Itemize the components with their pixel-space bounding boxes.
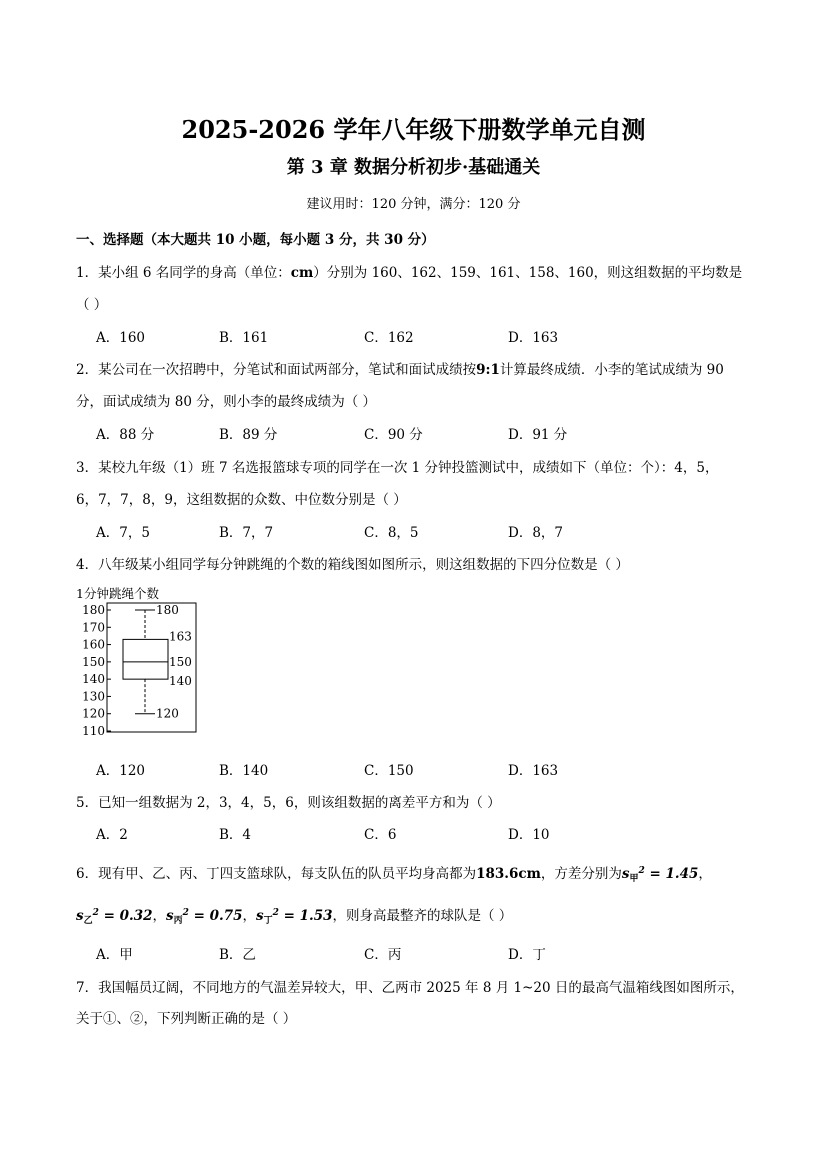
boxplot-chart [72,598,212,738]
question-7-text-line2: 关于①、②，下列判断正确的是（ ） [76,1011,297,1027]
value-label: 163 [169,629,192,644]
question-6-text: 6．现有甲、乙、丙、丁四支篮球队，每支队伍的队员平均身高都为183.6cm，方差分别为$s_甲^2 = 1.45$， [76,866,712,884]
q6-option-d: D．丁 [508,947,546,963]
y-tick-label: 120 [82,706,105,721]
q3-option-a: A．7，5 [96,525,150,541]
y-tick-label: 140 [82,672,105,687]
document-title: 2025-2026 学年八年级下册数学单元自测 [181,115,646,144]
question-2-text: 2．某公司在一次招聘中，分笔试和面试两部分，笔试和面试成绩按9:1计算最终成绩．小李的笔试成绩为 90 [76,362,724,378]
q5-option-b: B．4 [219,827,252,843]
question-5-text: 5．已知一组数据为 2，3，4，5，6，则该组数据的离差平方和为（ ） [76,795,501,811]
q2-option-c: C．90 分 [364,427,423,443]
boxplot-title: 1分钟跳绳个数 [76,586,159,601]
value-label: 150 [169,654,192,669]
variance-ding: $s_丁^2 = 1.53$ [256,908,333,926]
q1-option-a: A．160 [96,330,146,346]
q4-option-b: B．140 [219,763,269,779]
y-tick-label: 110 [82,724,105,738]
question-7-text: 7．我国幅员辽阔，不同地方的气温差异较大，甲、乙两市 2025 年 8 月 1~20 日的最高气温箱线图如图所示， [76,980,744,996]
question-2-text-line2: 分，面试成绩为 80 分，则小李的最终成绩为（ ） [76,394,377,410]
q4-option-c: C．150 [364,763,414,779]
q4-option-d: D．163 [508,763,559,779]
q2-option-a: A．88 分 [96,427,155,443]
question-3-text-line2: 6，7，7，8，9，这组数据的众数、中位数分别是（ ） [76,492,407,508]
value-label: 180 [156,603,179,617]
value-label: 140 [169,674,192,689]
q5-option-d: D．10 [508,827,550,843]
iqr-box [123,639,168,679]
q5-option-a: A．2 [96,827,128,843]
y-tick-label: 160 [82,637,105,652]
y-tick-label: 150 [82,654,105,669]
y-tick-label: 180 [82,603,105,617]
q6-option-a: A．甲 [96,947,133,963]
q3-option-d: D．8，7 [508,525,564,541]
q2-option-b: B．89 分 [219,427,278,443]
q2-option-d: D．91 分 [508,427,568,443]
q1-option-b: B．161 [219,330,269,346]
q3-option-c: C．8，5 [364,525,419,541]
question-6-text-line2: $s_乙^2 = 0.32$，$s_丙^2 = 0.75$，$s_丁^2 = 1.53$，则身高最整齐的球队是（ ） [76,908,513,926]
y-tick-label: 170 [82,620,105,635]
variance-yi: $s_乙^2 = 0.32$ [76,908,153,926]
question-1-text: 1．某小组 6 名同学的身高（单位：cm）分别为 160、162、159、161、158、160，则这组数据的平均数是 [76,265,743,281]
q6-option-b: B．乙 [219,947,256,963]
q3-option-b: B．7，7 [219,525,274,541]
question-1-bracket: （ ） [76,297,108,313]
unit-cm: cm [290,265,314,281]
document-subtitle: 第 3 章 数据分析初步·基础通关 [286,157,541,178]
q1-option-d: D．163 [508,330,559,346]
question-4-text: 4．八年级某小组同学每分钟跳绳的个数的箱线图如图所示，则这组数据的下四分位数是（ ） [76,557,629,573]
variance-jia: $s_甲^2 = 1.45$ [621,866,699,884]
q4-option-a: A．120 [96,763,146,779]
time-and-score-note: 建议用时：120 分钟，满分：120 分 [306,197,521,212]
variance-bing: $s_丙^2 = 0.75$ [166,908,243,926]
y-tick-label: 130 [82,689,105,704]
q5-option-c: C．6 [364,827,397,843]
q1-option-c: C．162 [364,330,414,346]
question-3-text: 3．某校九年级（1）班 7 名选报篮球专项的同学在一次 1 分钟投篮测试中，成绩如下（单位：个）：4，5， [76,460,719,476]
ratio: 9:1 [476,362,500,378]
value-label: 120 [156,706,179,721]
q6-option-c: C．丙 [364,947,402,963]
section-heading: 一、选择题（本大题共 10 小题，每小题 3 分，共 30 分） [76,232,435,248]
average-height: 183.6cm [476,866,541,882]
